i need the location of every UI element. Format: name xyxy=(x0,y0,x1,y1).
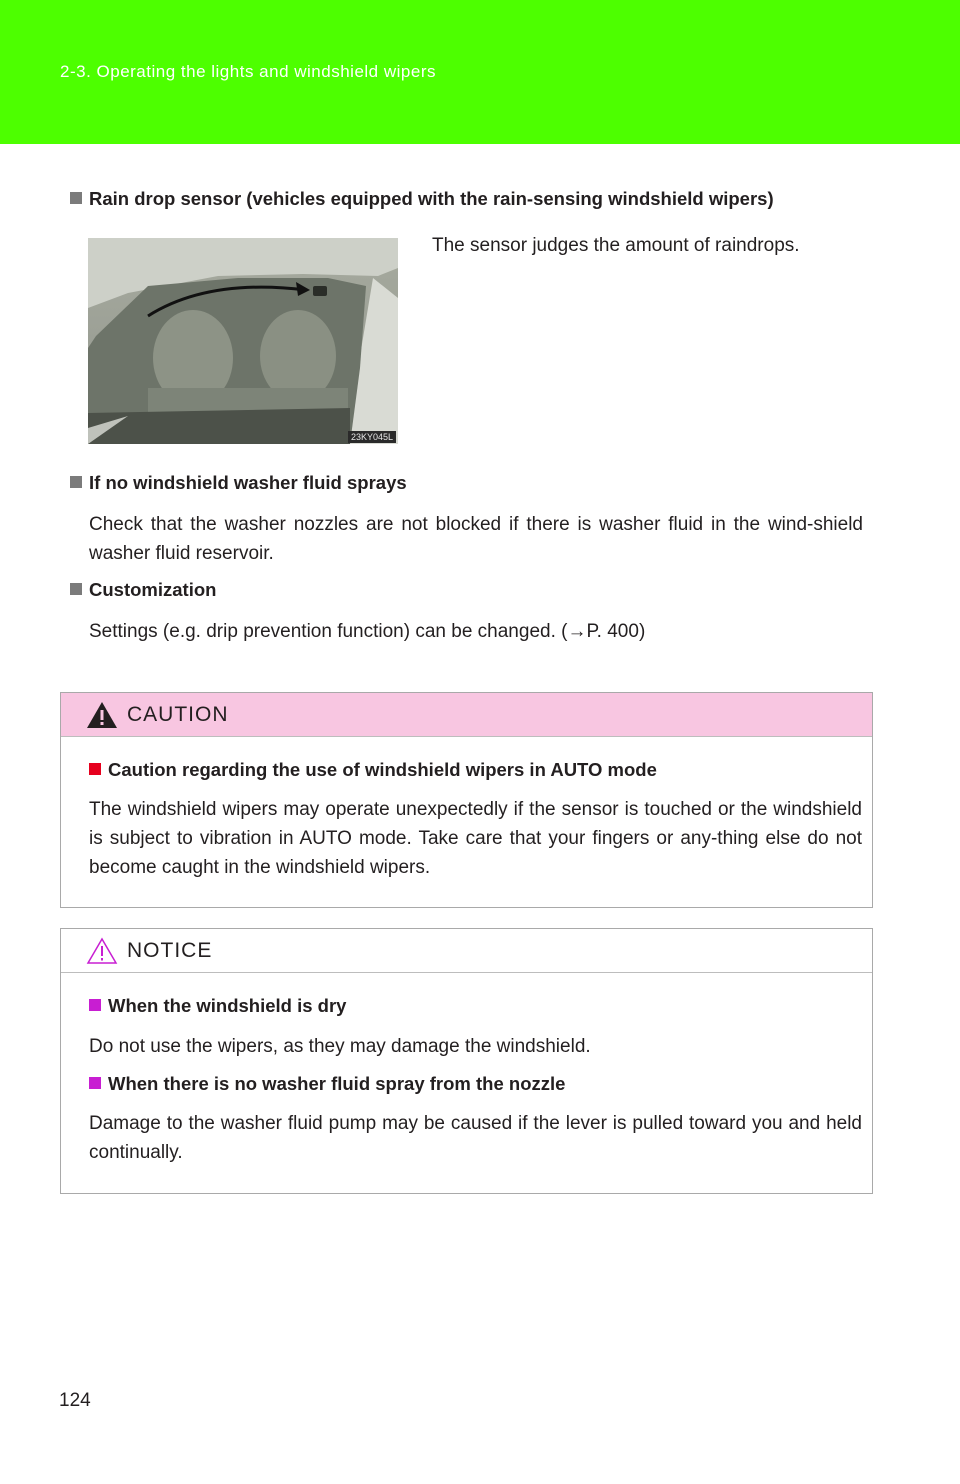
customization-heading: Customization xyxy=(89,579,217,600)
section-heading-customization xyxy=(70,579,216,601)
page-number: 124 xyxy=(59,1390,91,1411)
photo-code-label: 23KY045L xyxy=(348,431,396,443)
section-heading-rain-sensor xyxy=(70,188,774,210)
notice-box xyxy=(60,928,873,1194)
windshield-sensor-photo xyxy=(88,238,398,444)
caution-heading xyxy=(89,759,657,781)
notice-text-no-spray: Damage to the washer fluid pump may be caused if the lever is pulled toward you and held continually. xyxy=(89,1113,862,1163)
caution-heading-text: Caution regarding the use of windshield wipers in AUTO mode xyxy=(108,759,657,780)
square-bullet-icon xyxy=(89,999,101,1011)
notice-header xyxy=(61,929,872,973)
chapter-title: 2-3. Operating the lights and windshield wipers xyxy=(60,62,436,81)
notice-heading-no-spray-text: When there is no washer fluid spray from the nozzle xyxy=(108,1073,566,1094)
caution-title: CAUTION xyxy=(127,703,229,726)
notice-heading-dry xyxy=(89,995,346,1017)
customization-text: Settings (e.g. drip prevention function) can be changed. (→P. 400) xyxy=(89,621,646,642)
notice-title: NOTICE xyxy=(127,939,213,962)
square-bullet-icon xyxy=(89,763,101,775)
notice-text-dry: Do not use the wipers, as they may damage the windshield. xyxy=(89,1036,591,1057)
notice-triangle-icon xyxy=(86,937,118,965)
section-heading-no-fluid xyxy=(70,472,407,494)
notice-heading-dry-text: When the windshield is dry xyxy=(108,995,347,1016)
caution-box xyxy=(60,692,873,908)
warning-triangle-icon xyxy=(86,701,118,729)
sensor-caption: The sensor judges the amount of raindrops. xyxy=(432,235,800,256)
square-bullet-icon xyxy=(70,476,82,488)
square-bullet-icon xyxy=(70,192,82,204)
header-band xyxy=(0,0,960,144)
rain-sensor-heading: Rain drop sensor (vehicles equipped with the rain-sensing windshield wipers) xyxy=(89,188,774,209)
no-fluid-heading: If no windshield washer fluid sprays xyxy=(89,472,407,493)
square-bullet-icon xyxy=(89,1077,101,1089)
caution-header xyxy=(61,693,872,737)
notice-heading-no-spray xyxy=(89,1073,565,1095)
windshield-illustration xyxy=(88,238,398,444)
no-fluid-text: Check that the washer nozzles are not blocked if there is washer fluid in the wind-shield washer fluid reservoir. xyxy=(89,514,863,564)
caution-text: The windshield wipers may operate unexpectedly if the sensor is touched or the windshield is subject to vibration in AUTO mode. Take care that your fingers or any-thing else do not become caught in the windshield wipers. xyxy=(89,799,862,878)
square-bullet-icon xyxy=(70,583,82,595)
